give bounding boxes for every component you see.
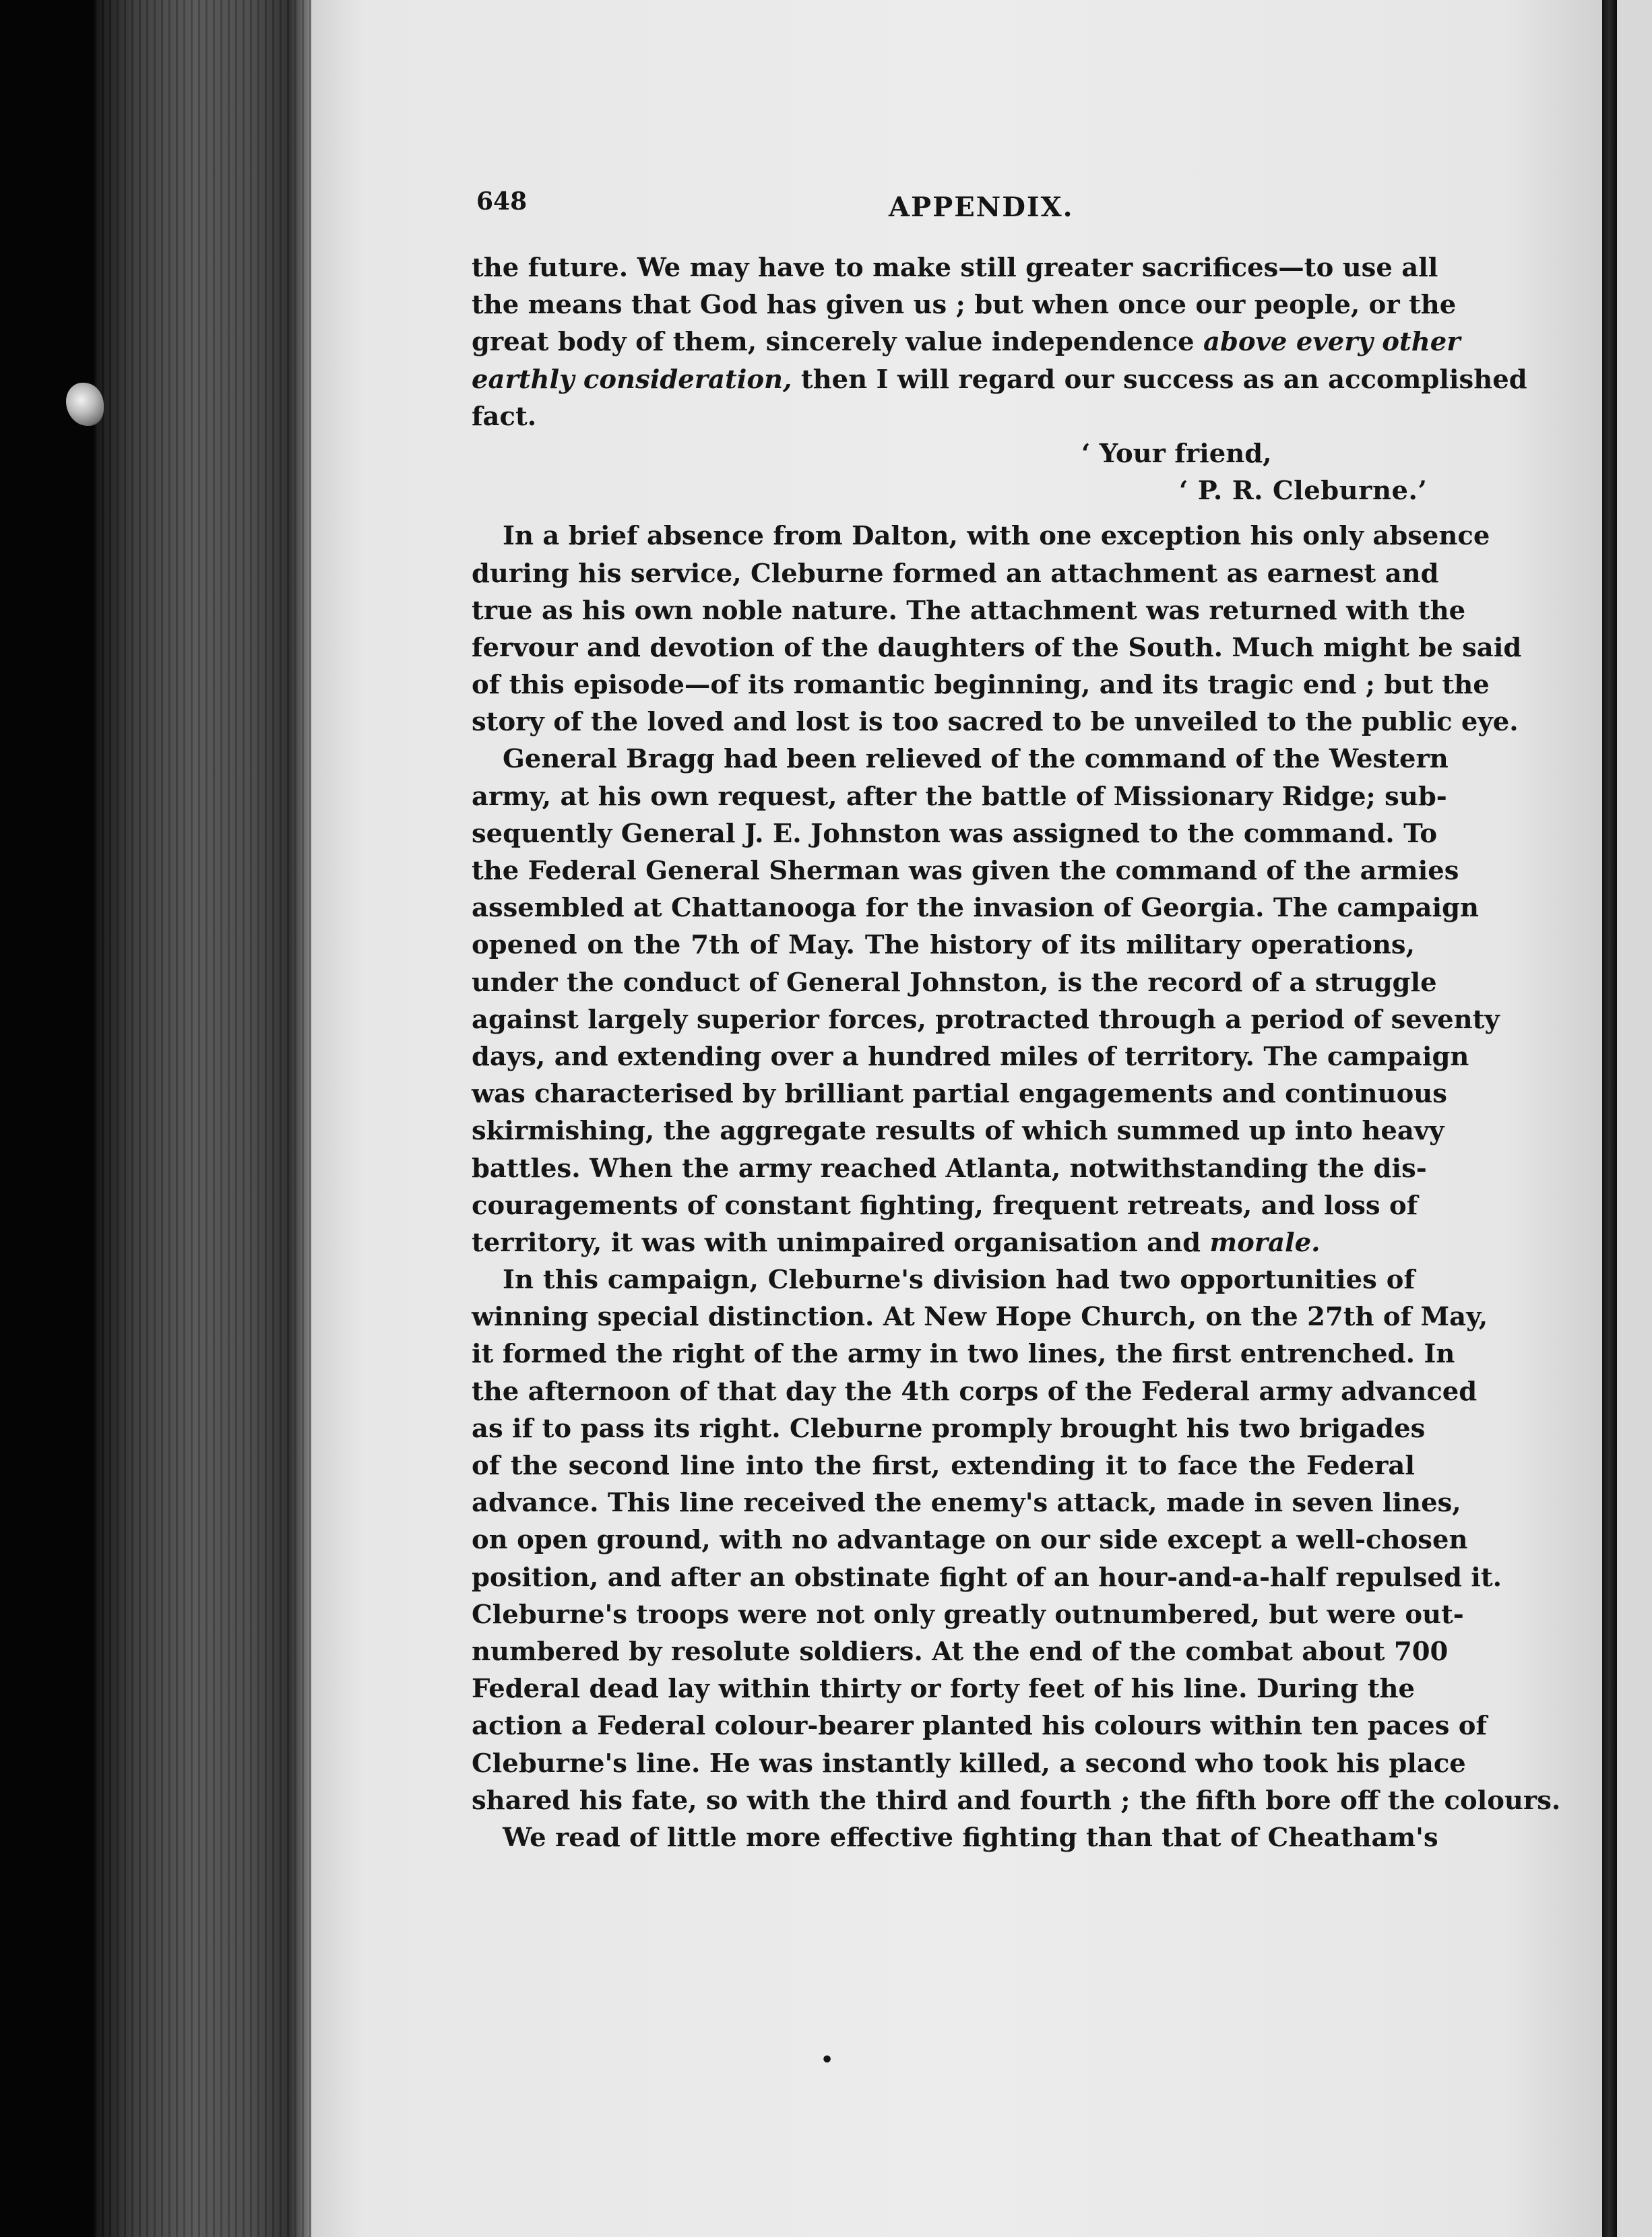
footer-mark: • xyxy=(821,2048,834,2072)
paragraph xyxy=(472,741,1500,1261)
text-line: action a Federal colour-bearer planted his colours within ten paces of xyxy=(472,1711,1488,1742)
text-line: of this episode—of its romantic beginning, and its tragic end ; but the xyxy=(472,670,1490,701)
page-header xyxy=(476,187,1420,234)
running-head: APPENDIX. xyxy=(889,191,1074,223)
text-line: shared his fate, so with the third and fourth ; the fifth bore off the colours. xyxy=(472,1785,1561,1816)
text-line: during his service, Cleburne formed an attachment as earnest and xyxy=(472,558,1439,589)
text-line: skirmishing, the aggregate results of which summed up into heavy xyxy=(472,1116,1444,1147)
text-line xyxy=(472,323,1461,360)
text-line: opened on the 7th of May. The history of its military operations, xyxy=(472,930,1415,961)
paragraph xyxy=(472,517,1522,741)
paragraph xyxy=(472,1819,1438,1856)
page-body xyxy=(472,249,1561,1856)
text-line: as if to pass its right. Cleburne promply brought his two brigades xyxy=(472,1413,1426,1444)
gutter-texture xyxy=(94,0,317,2237)
text-run: territory, it was with unimpaired organisation and xyxy=(472,1227,1210,1258)
text-line: We read of little more effective fighting than that of Cheatham's xyxy=(503,1822,1438,1853)
text-run: then I will regard our success as an accomplished xyxy=(792,364,1527,395)
text-line xyxy=(472,1224,1415,1261)
italic-run: earthly consideration, xyxy=(472,364,792,395)
text-line: was characterised by brilliant partial engagements and continuous xyxy=(472,1079,1447,1110)
letter-closing: ‘ Your friend, xyxy=(1081,438,1272,469)
text-line: winning special distinction. At New Hope Church, on the 27th of May, xyxy=(472,1302,1488,1333)
text-line: the afternoon of that day the 4th corps of the Federal army advanced xyxy=(472,1376,1478,1407)
text-line: of the second line into the first, extending it to face the Federal xyxy=(472,1451,1415,1481)
text-line: fervour and devotion of the daughters of the South. Much might be said xyxy=(472,632,1522,663)
next-page-sliver xyxy=(1617,0,1652,2237)
text-line: Federal dead lay within thirty or forty feet of his line. During the xyxy=(472,1674,1415,1705)
text-line: the Federal General Sherman was given the command of the armies xyxy=(472,856,1459,886)
text-line: army, at his own request, after the battle of Missionary Ridge; sub- xyxy=(472,781,1447,812)
text-line: numbered by resolute soldiers. At the end of the combat about 700 xyxy=(472,1636,1449,1667)
text-line: fact. xyxy=(472,401,537,432)
text-line: Cleburne's troops were not only greatly outnumbered, but were out- xyxy=(472,1599,1464,1630)
text-line: the future. We may have to make still greater sacrifices—to use all xyxy=(472,253,1438,283)
text-line: battles. When the army reached Atlanta, notwithstanding the dis- xyxy=(472,1153,1427,1184)
text-line: position, and after an obstinate fight of an hour-and-a-half repulsed it. xyxy=(472,1562,1502,1593)
letter-signature: ‘ P. R. Cleburne.’ xyxy=(1179,476,1428,507)
text-line: General Bragg had been relieved of the command of the Western xyxy=(503,744,1449,775)
text-line: it formed the right of the army in two lines, the first entrenched. In xyxy=(472,1339,1455,1370)
text-line: sequently General J. E. Johnston was assigned to the command. To xyxy=(472,818,1437,849)
text-line: assembled at Chattanooga for the invasion of Georgia. The campaign xyxy=(472,893,1479,924)
italic-run: above every other xyxy=(1203,327,1461,358)
italic-run: morale. xyxy=(1209,1227,1321,1258)
text-line xyxy=(472,361,1527,398)
page-number: 648 xyxy=(476,187,528,216)
page-edge-shadow xyxy=(1602,0,1617,2237)
text-line: story of the loved and lost is too sacred to be unveiled to the public eye. xyxy=(472,707,1519,738)
text-line: advance. This line received the enemy's attack, made in seven lines, xyxy=(472,1488,1461,1519)
text-line: In this campaign, Cleburne's division had two opportunities of xyxy=(503,1265,1415,1296)
text-line: days, and extending over a hundred miles of territory. The campaign xyxy=(472,1041,1469,1072)
text-line: under the conduct of General Johnston, is the record of a struggle xyxy=(472,967,1437,998)
paragraph xyxy=(472,1261,1561,1819)
book-gutter xyxy=(94,0,317,2237)
paragraph-gap xyxy=(472,509,1415,517)
text-line: against largely superior forces, protracted through a period of seventy xyxy=(472,1004,1500,1035)
text-line: true as his own noble nature. The attachment was returned with the xyxy=(472,595,1466,626)
text-line: couragements of constant fighting, frequent retreats, and loss of xyxy=(472,1190,1418,1221)
text-line: the means that God has given us ; but when once our people, or the xyxy=(472,290,1457,321)
text-line: on open ground, with no advantage on our side except a well-chosen xyxy=(472,1525,1468,1556)
text-line: Cleburne's line. He was instantly killed, a second who took his place xyxy=(472,1748,1466,1779)
film-smudge xyxy=(66,383,104,426)
text-line: In a brief absence from Dalton, with one exception his only absence xyxy=(503,521,1490,552)
text-run: great body of them, sincerely value independence xyxy=(472,327,1204,358)
